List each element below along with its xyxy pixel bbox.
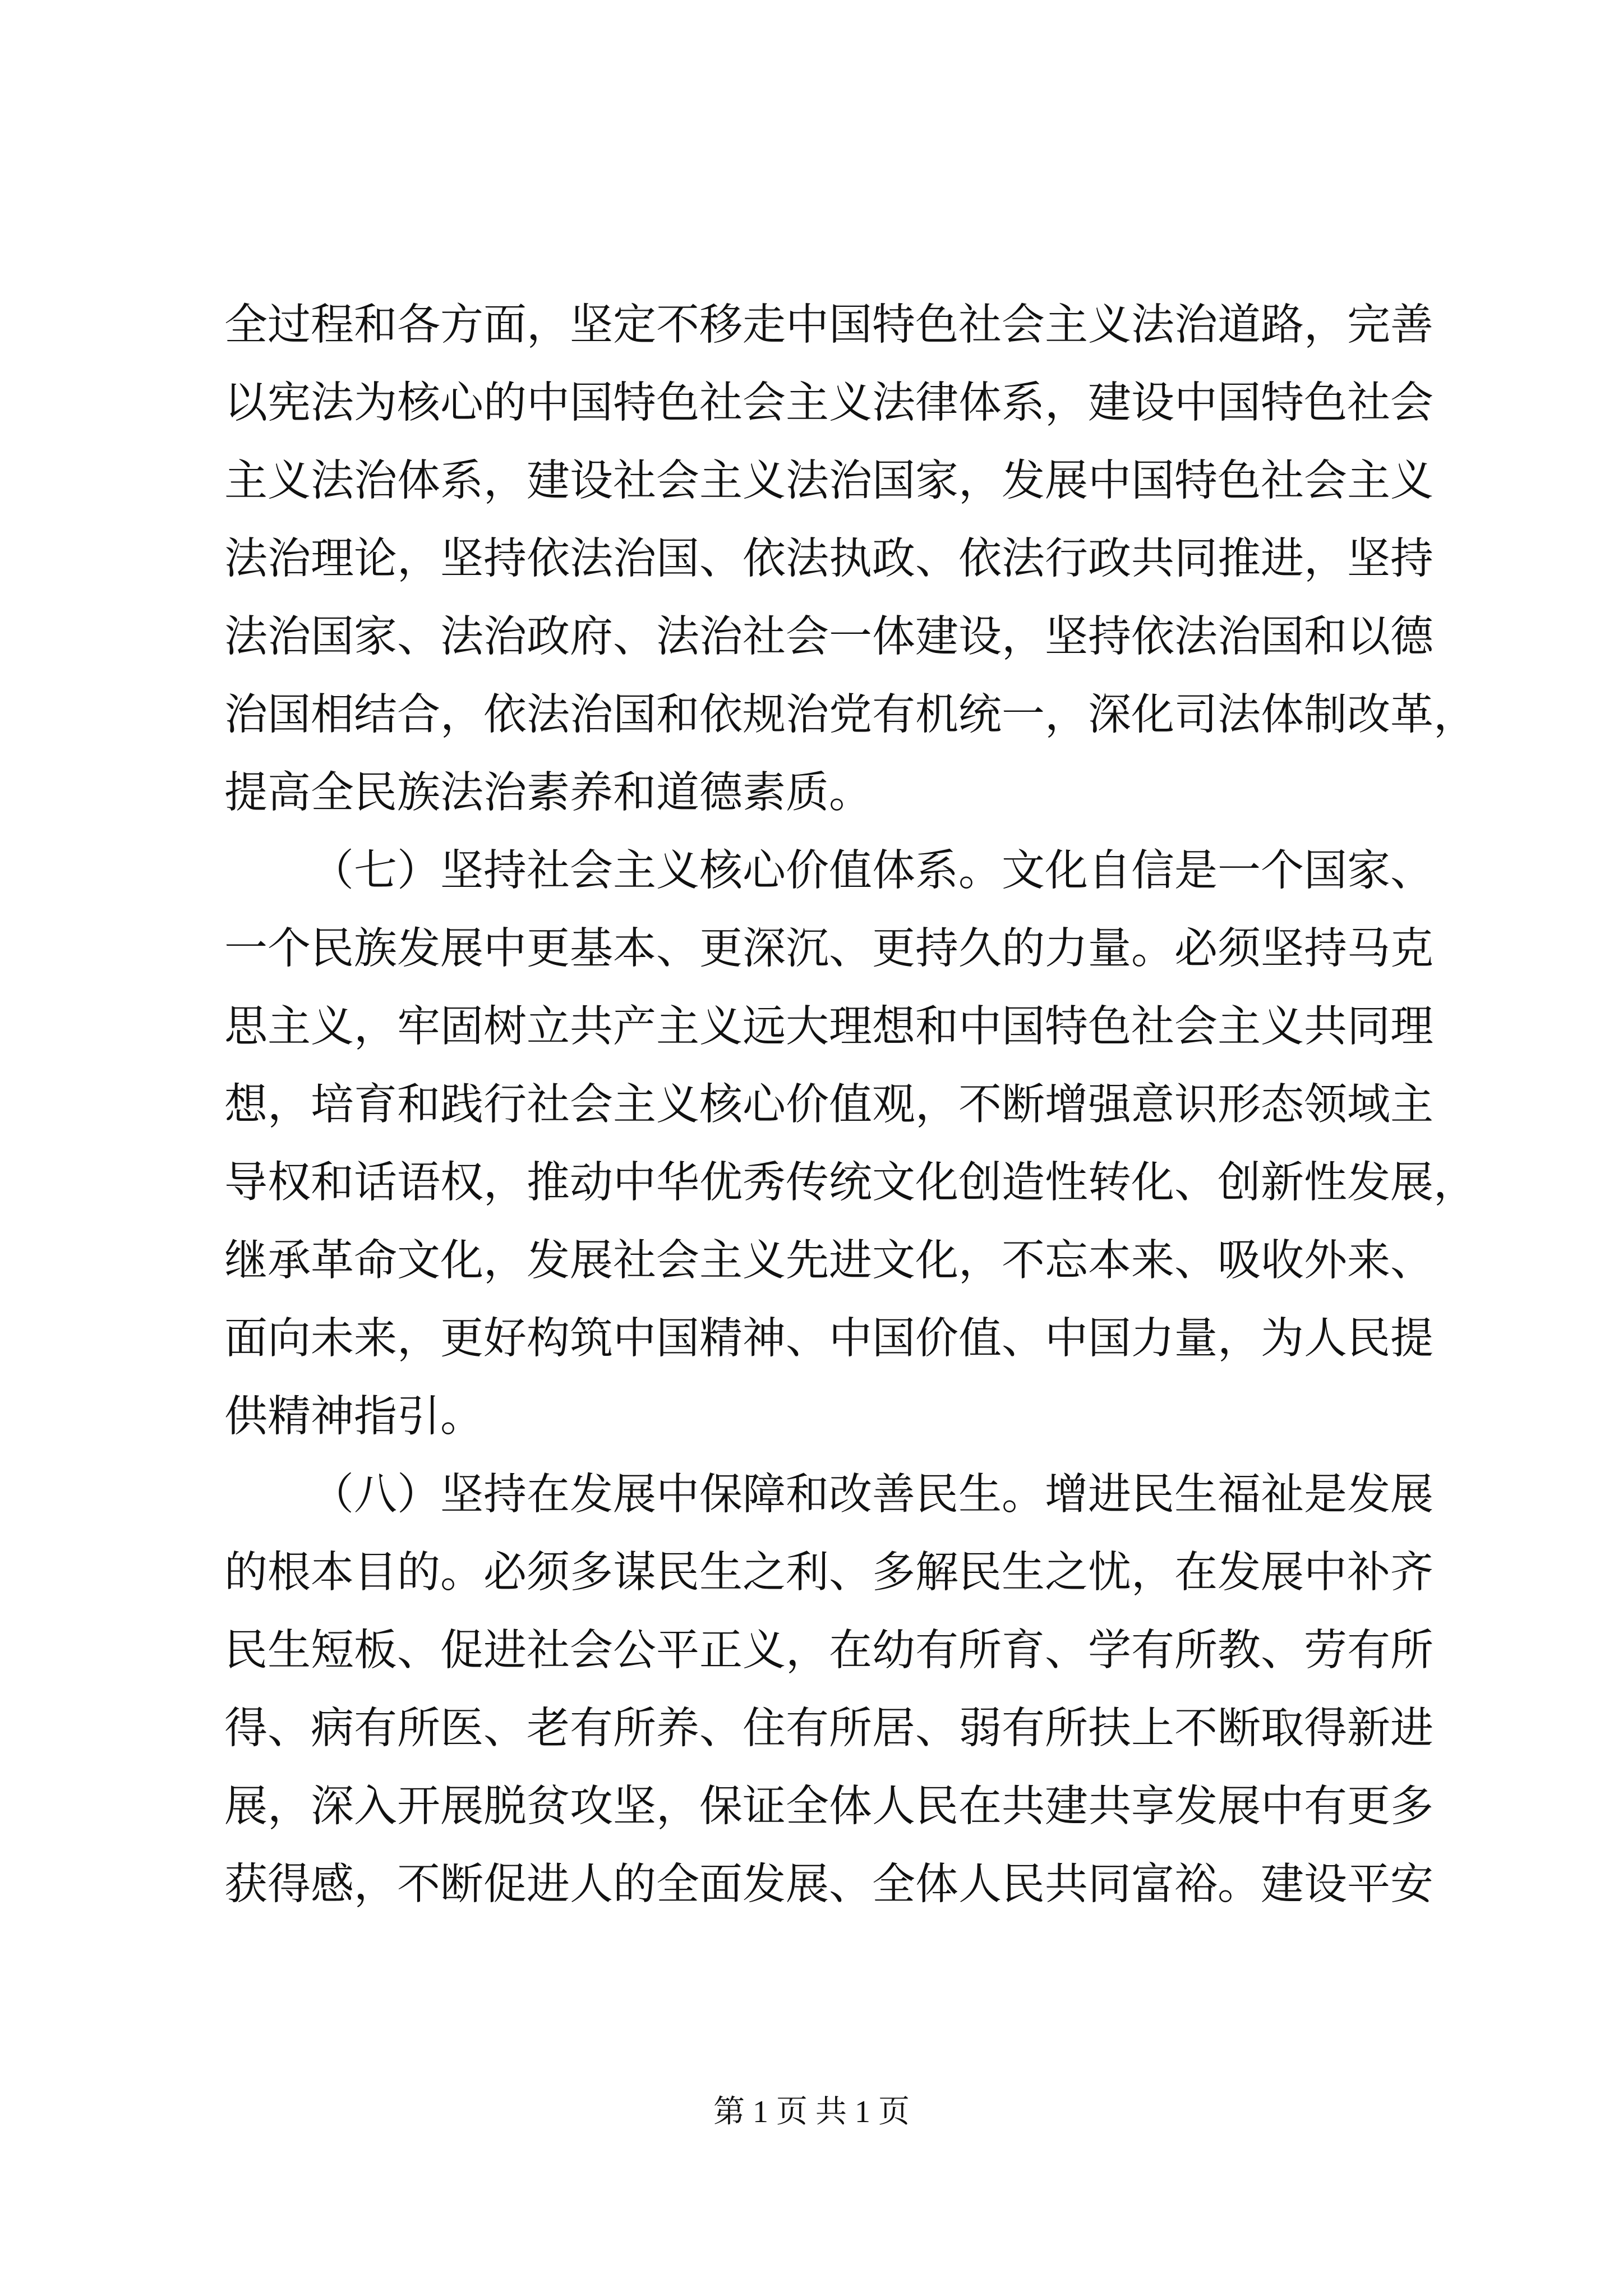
text-line: 的根本目的。必须多谋民生之利、多解民生之忧，在发展中补齐 (224, 1548, 1433, 1598)
text-line: 面向未来，更好构筑中国精神、中国价值、中国力量，为人民提 (224, 1314, 1433, 1364)
text-line: 继承革命文化，发展社会主义先进文化，不忘本来、吸收外来、 (224, 1236, 1433, 1286)
document-body (224, 286, 1477, 1924)
text-line: 导权和话语权，推动中华优秀传统文化创造性转化、创新性发展， (224, 1158, 1477, 1208)
text-line: 一个民族发展中更基本、更深沉、更持久的力量。必须坚持马克 (224, 924, 1433, 974)
text-line: 主义法治体系，建设社会主义法治国家，发展中国特色社会主义 (224, 456, 1433, 506)
paragraph-heading-line: （七）坚持社会主义核心价值体系。文化自信是一个国家、 (311, 846, 1433, 896)
text-line: 获得感，不断促进人的全面发展、全体人民共同富裕。建设平安 (224, 1860, 1433, 1910)
text-line: 治国相结合，依法治国和依规治党有机统一，深化司法体制改革， (224, 690, 1477, 740)
text-line: 提高全民族法治素养和道德素质。 (224, 768, 872, 818)
text-line: 以宪法为核心的中国特色社会主义法律体系，建设中国特色社会 (224, 378, 1433, 428)
text-line: 法治理论，坚持依法治国、依法执政、依法行政共同推进，坚持 (224, 534, 1433, 584)
text-line: 法治国家、法治政府、法治社会一体建设，坚持依法治国和以德 (224, 612, 1433, 662)
text-line: 展，深入开展脱贫攻坚，保证全体人民在共建共享发展中有更多 (224, 1782, 1433, 1832)
text-line: 全过程和各方面，坚定不移走中国特色社会主义法治道路，完善 (224, 300, 1433, 350)
text-line: 想，培育和践行社会主义核心价值观，不断增强意识形态领域主 (224, 1080, 1433, 1130)
text-line: 思主义，牢固树立共产主义远大理想和中国特色社会主义共同理 (224, 1002, 1433, 1052)
text-line: 得、病有所医、老有所养、住有所居、弱有所扶上不断取得新进 (224, 1704, 1433, 1754)
text-line: 民生短板、促进社会公平正义，在幼有所育、学有所教、劳有所 (224, 1626, 1433, 1676)
paragraph-heading-line: （八）坚持在发展中保障和改善民生。增进民生福祉是发展 (311, 1470, 1433, 1520)
text-line: 供精神指引。 (224, 1392, 483, 1442)
page-number-footer: 第 1 页 共 1 页 (713, 2095, 910, 2129)
